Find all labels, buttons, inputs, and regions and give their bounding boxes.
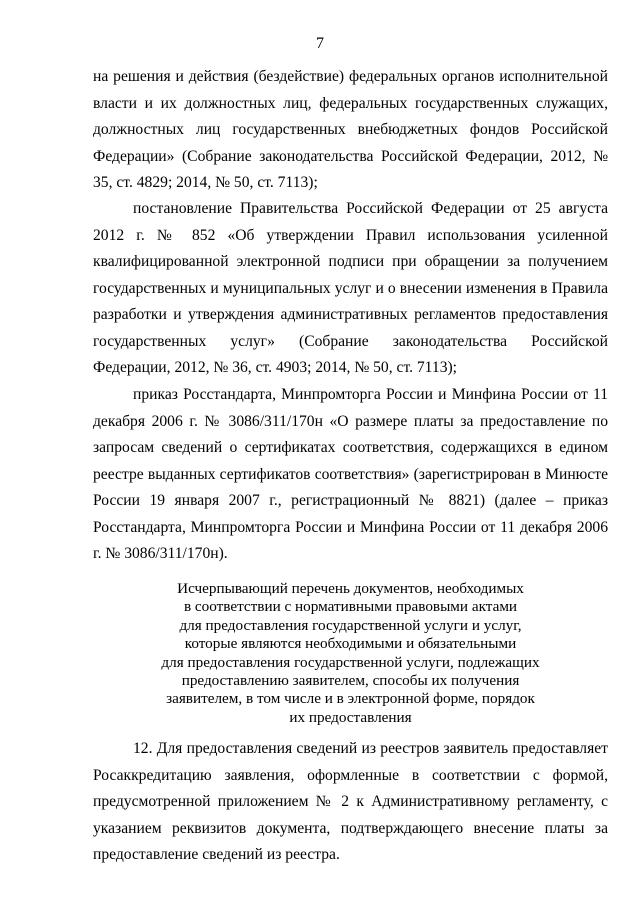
page-number: 7 <box>316 35 324 52</box>
paragraph-appeals-rules: на решения и действия (бездействие) федеральных органов исполнительной власти и их должностных лиц, федеральных государственных служащих, должностных лиц государственных внебюджетных фондов Российской Федерации» (Собрание законодательства Российской Федерации, 2012, № 35, ст. 4829; 2014, № 50, ст. 7113); <box>93 68 608 191</box>
paragraph-government-decree: постановление Правительства Российской Федерации от 25 августа 2012 г. № 852 «Об утверждении Правил использования усиленной квалифицированной электронной подписи при обращении за получением государственных и муниципальных услуг и о внесении изменения в Правила разработки и утверждения административных регламентов предоставления государственных услуг» (Собрание законодательства Российской Федерации, 2012, № 36, ст. 4903; 2014, № 50, ст. 7113); <box>93 200 608 376</box>
heading-line: Исчерпывающий перечень документов, необходимых <box>177 580 524 597</box>
heading-line: для предоставления государственной услуги и услуг, <box>179 616 522 634</box>
section-heading <box>93 580 608 727</box>
heading-line: которые являются необходимыми и обязательными <box>184 635 517 653</box>
heading-line: для предоставления государственной услуги, подлежащих <box>161 653 540 671</box>
paragraph-item-12: 12. Для предоставления сведений из реестров заявитель предоставляет Росаккредитацию заявления, оформленные в соответствии с формой, предусмотренной приложением № 2 к Административному регламенту, с указанием реквизитов документа, подтверждающего внесение платы за предоставление сведений из реестра. <box>93 740 608 863</box>
paragraph-order: приказ Росстандарта, Минпромторга России и Минфина России от 11 декабря 2006 г. № 3086/311/170н «О размере платы за предоставление по запросам сведений о сертификатах соответствия, содержащихся в едином реестре выданных сертификатов соответствия» (зарегистрирован в Минюсте России 19 января 2007 г., регистрационный № 8821) (далее – приказ Росстандарта, Минпромторга России и Минфина России от 11 декабря 2006 г. № 3086/311/170н). <box>93 386 608 562</box>
heading-line: их предоставления <box>289 708 412 726</box>
heading-line: заявителем, в том числе и в электронной форме, порядок <box>166 690 535 708</box>
heading-line: в соответствии с нормативными правовыми актами <box>183 598 518 616</box>
heading-line: предоставлению заявителем, способы их получения <box>181 672 520 690</box>
